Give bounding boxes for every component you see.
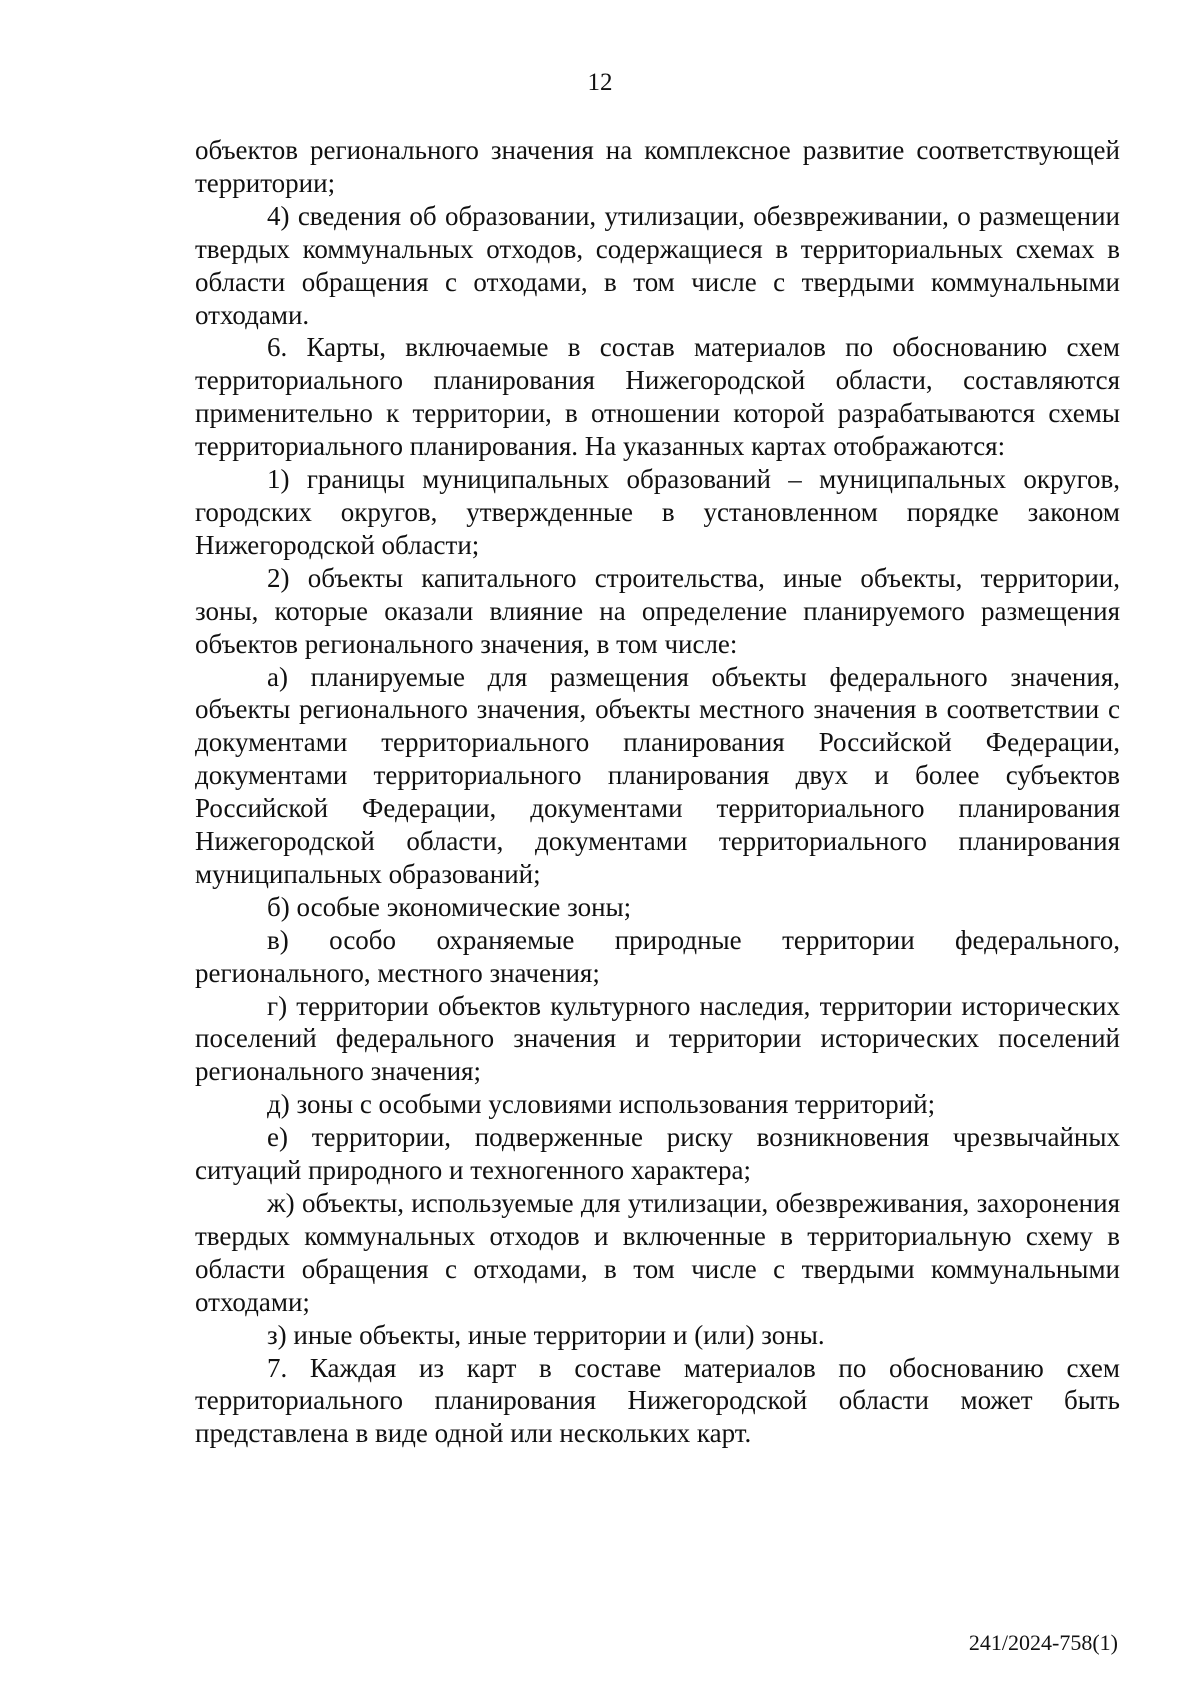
document-code: 241/2024-758(1) — [968, 1630, 1118, 1655]
paragraph-item-1: 1) границы муниципальных образований – муниципальных округов, городских округов, утвержденные в установленном порядке законом Нижегородской области; — [195, 464, 1120, 560]
paragraph-clause-7: 7. Каждая из карт в составе материалов по обоснованию схем территориального планирования Нижегородской области может быть представлена в виде одной или нескольких карт. — [195, 1352, 1120, 1449]
paragraph-subitem-v: в) особо охраняемые природные территории федерального, регионального, местного значения; — [195, 924, 1120, 988]
paragraph-subitem-z: з) иные объекты, иные территории и (или) зоны. — [267, 1319, 825, 1350]
paragraph-subitem-e: е) территории, подверженные риску возникновения чрезвычайных ситуаций природного и техногенного характера; — [195, 1122, 1120, 1186]
paragraph-item-2: 2) объекты капитального строительства, иные объекты, территории, зоны, которые оказали влияние на определение планируемого размещения объектов регионального значения, в том числе: — [195, 562, 1120, 659]
paragraph-subitem-d: д) зоны с особыми условиями использования территорий; — [267, 1089, 936, 1120]
paragraph-subitem-zh: ж) объекты, используемые для утилизации, обезвреживания, захоронения твердых коммунальных отходов и включенные в территориальную схему в области обращения с отходами, в том числе с твердыми коммунальными отходами; — [195, 1188, 1120, 1317]
page-number: 12 — [587, 69, 613, 96]
paragraph-subitem-a: а) планируемые для размещения объекты федерального значения, объекты регионального значения, объекты местного значения в соответствии с документами территориального планирования Российской Федерации, документами территориального планирования двух и более субъектов Российской Федерации, документами территориального планирования Нижегородской области, документами территориального планирования муниципальных образований; — [195, 661, 1120, 889]
paragraph-item-4: 4) сведения об образовании, утилизации, обезвреживании, о размещении твердых коммунальных отходов, содержащиеся в территориальных схемах в области обращения с отходами, в том числе с твердыми коммунальными отходами. — [195, 200, 1120, 330]
document-body — [195, 134, 1120, 1450]
paragraph-subitem-g: г) территории объектов культурного наследия, территории исторических поселений федерального значения и территории исторических поселений регионального значения; — [195, 990, 1120, 1087]
paragraph-clause-6: 6. Карты, включаемые в состав материалов по обоснованию схем территориального планирования Нижегородской области, составляются применительно к территории, в отношении которой разрабатываются схемы территориального планирования. На указанных картах отображаются: — [195, 332, 1120, 462]
paragraph-continuation: объектов регионального значения на комплексное развитие соответствующей территории; — [195, 135, 1120, 198]
paragraph-subitem-b: б) особые экономические зоны; — [267, 891, 632, 922]
